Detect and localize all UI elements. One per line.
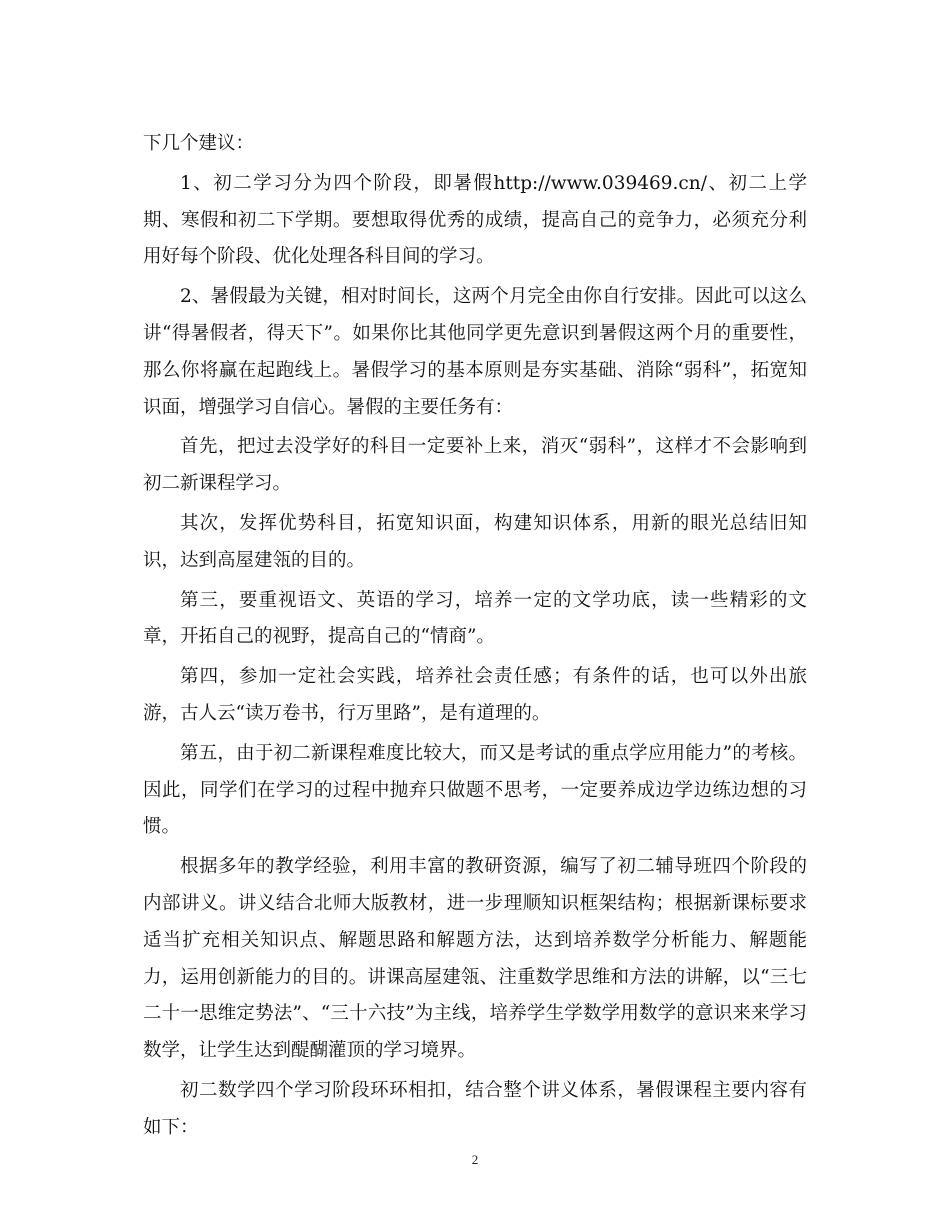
document-body [143, 126, 807, 1150]
paragraph-third: 第三，要重视语文、英语的学习，培养一定的文学功底，读一些精彩的文章，开拓自己的视野，提高自己的“情商”。 [143, 589, 807, 648]
paragraph-point-2: 2、暑假最为关键，相对时间长，这两个月完全由你自行安排。因此可以这么讲“得暑假者，得天下”。如果你比其他同学更先意识到暑假这两个月的重要性，那么你将赢在起跑线上。暑假学习的基本原则是夯实基础、消除“弱科”，拓宽知识面，增强学习自信心。暑假的主要任务有： [143, 286, 807, 418]
paragraph-course-description: 根据多年的教学经验，利用丰富的教研资源，编写了初二辅导班四个阶段的内部讲义。讲义结合北师大版教材，进一步理顺知识框架结构；根据新课标要求适当扩充相关知识点、解题思路和解题方法，达到培养数学分析能力、解题能力，运用创新能力的目的。讲课高屋建瓴、注重数学思维和方法的讲解，以“三七二十一思维定势法”、“三十六技”为主线，培养学生学数学用数学的意识来来学习数学，让学生达到醍醐灌顶的学习境界。 [143, 856, 807, 1062]
paragraph-fourth: 第四，参加一定社会实践，培养社会责任感；有条件的话，也可以外出旅游，古人云“读万卷书，行万里路”，是有道理的。 [143, 666, 807, 724]
paragraph-first: 首先，把过去没学好的科目一定要补上来，消灭“弱科”，这样才不会影响到初二新课程学习。 [143, 436, 807, 495]
paragraph-continuation: 下几个建议： [143, 133, 255, 154]
paragraph-point-1: 1、初二学习分为四个阶段，即暑假http://www.039469.cn/、初二上学期、寒假和初二下学期。要想取得优秀的成绩，提高自己的竞争力，必须充分利用好每个阶段、优化处理各科目间的学习。 [143, 172, 807, 268]
page-number: 2 [471, 1152, 479, 1167]
paragraph-fifth: 第五，由于初二新课程难度比较大，而又是考试的重点学应用能力”的考核。因此，同学们在学习的过程中抛弃只做题不思考，一定要养成边学边练边想的习惯。 [143, 742, 807, 838]
paragraph-second: 其次，发挥优势科目，拓宽知识面，构建知识体系，用新的眼光总结旧知识，达到高屋建瓴的目的。 [143, 512, 807, 571]
paragraph-course-contents: 初二数学四个学习阶段环环相扣，结合整个讲义体系，暑假课程主要内容有如下： [143, 1079, 807, 1138]
